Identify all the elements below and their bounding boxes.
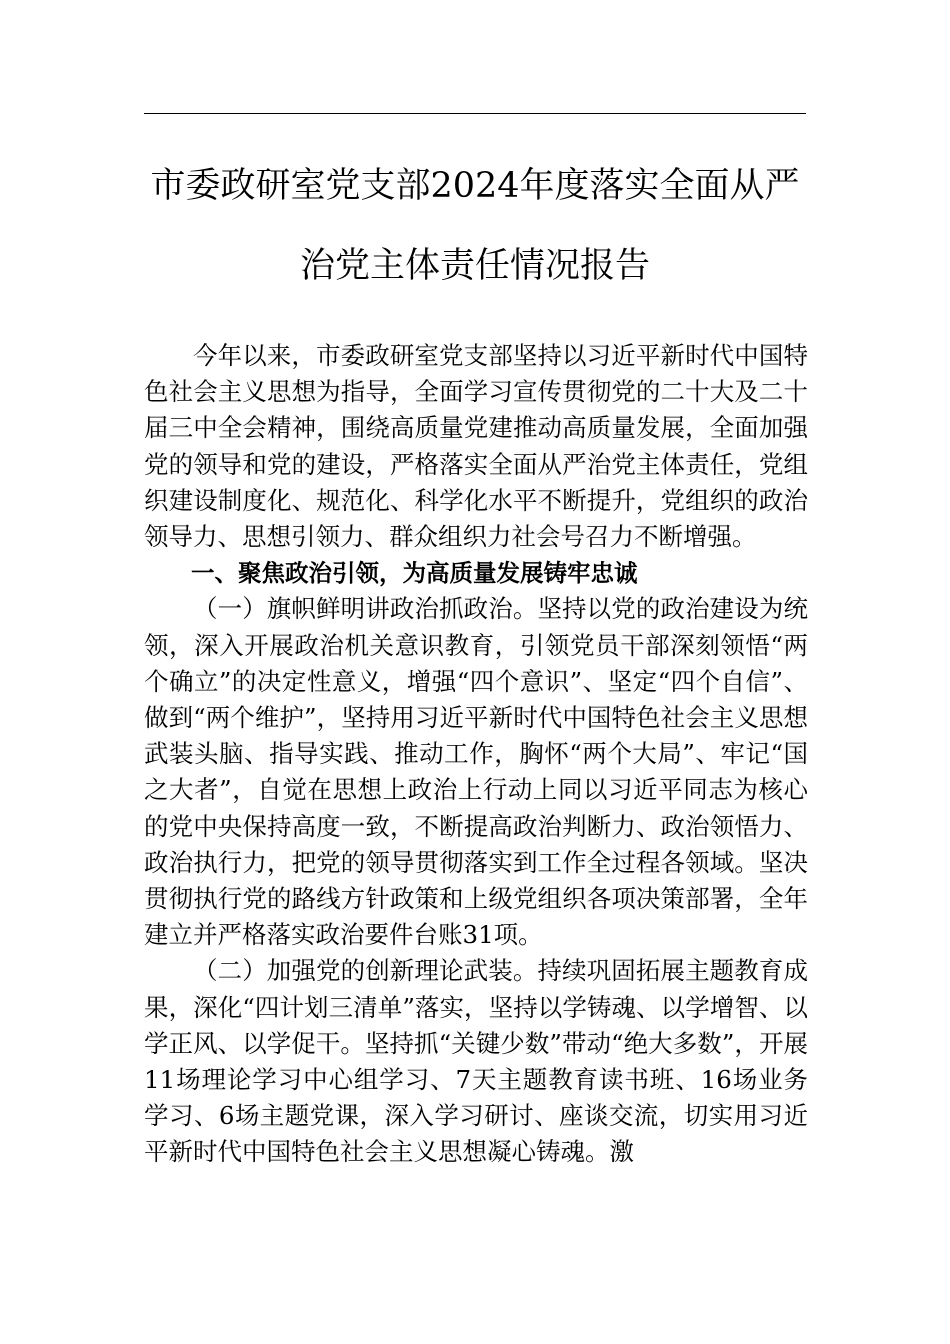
section-heading-1: 一、聚焦政治引领，为高质量发展铸牢忠诚 [191, 559, 638, 588]
paragraph-item-2: （二）加强党的创新理论武装。持续巩固拓展主题教育成果，深化“四计划三清单”落实，坚持以学铸魂、以学增智、以学正风、以学促干。坚持抓“关键少数”带动“绝大多数”，开展11场理论学习中心组学习、7天主题教育读书班、16场业务学习、6场主题党课，深入学习研讨、座谈交流，切实用习近平新时代中国特色社会主义思想凝心铸魂。激 [144, 956, 808, 1167]
document-body [144, 338, 808, 1171]
intro-paragraph: 今年以来，市委政研室党支部坚持以习近平新时代中国特色社会主义思想为指导，全面学习宣传贯彻党的二十大及二十届三中全会精神，围绕高质量党建推动高质量发展，全面加强党的领导和党的建设，严格落实全面从严治党主体责任，党组织建设制度化、规范化、科学化水平不断提升，党组织的政治领导力、思想引领力、群众组织力社会号召力不断增强。 [144, 341, 808, 552]
document-title [120, 146, 830, 306]
title-line-2: 治党主体责任情况报告 [299, 246, 650, 286]
title-line-1: 市委政研室党支部2024年度落实全面从严 [150, 166, 800, 206]
header-rule [144, 113, 806, 114]
paragraph-item-1: （一）旗帜鲜明讲政治抓政治。坚持以党的政治建设为统领，深入开展政治机关意识教育，引领党员干部深刻领悟“两个确立”的决定性意义，增强“四个意识”、坚定“四个自信”、做到“两个维护”，坚持用习近平新时代中国特色社会主义思想武装头脑、指导实践、推动工作，胸怀“两个大局”、牢记“国之大者”，自觉在思想上政治上行动上同以习近平同志为核心的党中央保持高度一致，不断提高政治判断力、政治领悟力、政治执行力，把党的领导贯彻落实到工作全过程各领域。坚决贯彻执行党的路线方针政策和上级党组织各项决策部署，全年建立并严格落实政治要件台账31项。 [144, 594, 808, 950]
